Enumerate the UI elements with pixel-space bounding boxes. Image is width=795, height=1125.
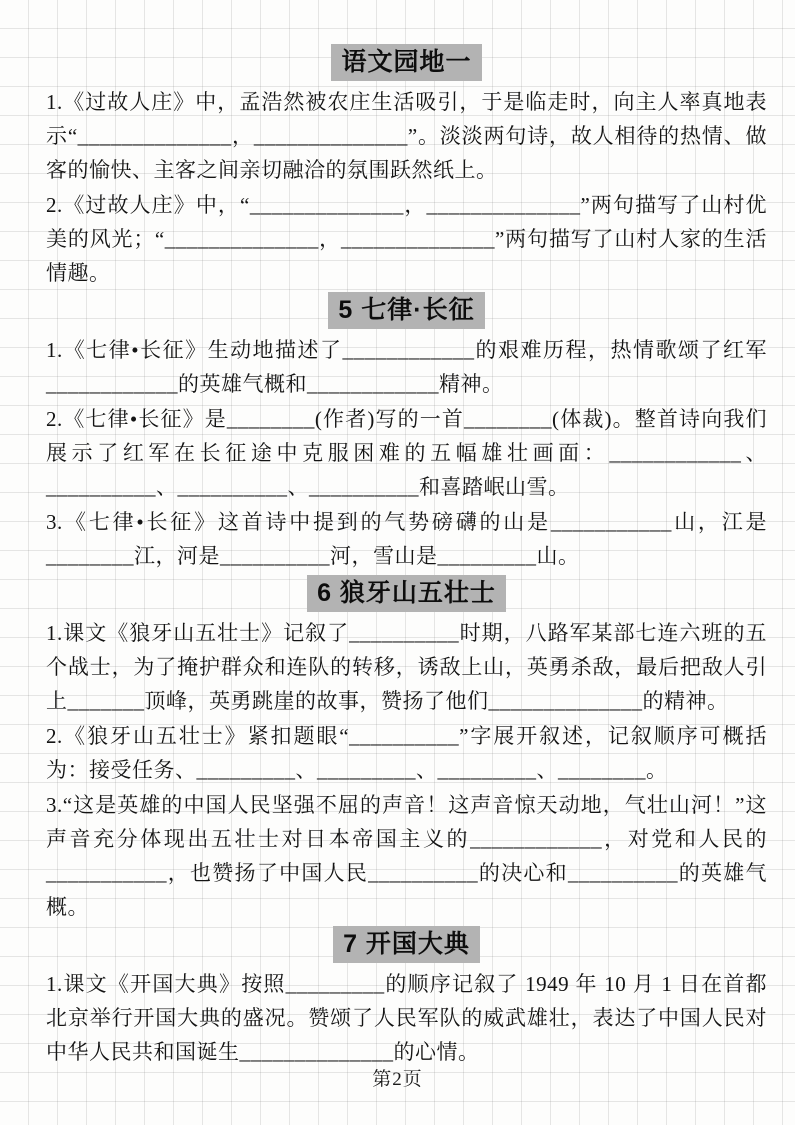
section-heading-label: 7 开国大典 [333, 926, 480, 963]
question-paragraph: 1.课文《开国大典》按照_________的顺序记叙了 1949 年 10 月 1 日在首都北京举行开国大典的盛况。赞颂了人民军队的威武雄壮，表达了中国人民对中华人民共和国诞生______________的心情。 [46, 972, 767, 1064]
section-heading-label: 语文园地一 [331, 44, 481, 81]
section-heading-label: 6 狼牙山五壮士 [307, 575, 506, 612]
section-heading-langyashan [46, 575, 767, 613]
question-paragraph: 2.《狼牙山五壮士》紧扣题眼“__________”字展开叙述，记叙顺序可概括为：接受任务、_________、_________、_________、________。 [46, 724, 767, 782]
section-heading-label: 5 七律·长征 [328, 292, 484, 329]
question-paragraph: 2.《过故人庄》中，“______________，______________”两句描写了山村优美的风光；“______________，______________”两句描写了山村人家的生活情趣。 [46, 193, 767, 285]
question-paragraph: 1.《七律•长征》生动地描述了____________的艰难历程，热情歌颂了红军____________的英雄气概和____________精神。 [46, 338, 767, 396]
page-number: 第2页 [372, 1069, 423, 1090]
question-paragraph: 3.“这是英雄的中国人民坚强不屈的声音！这声音惊天动地，气壮山河！”这声音充分体现出五壮士对日本帝国主义的____________，对党和人民的___________，也赞扬了中国人民__________的决心和__________的英雄气概。 [46, 793, 767, 919]
section-heading-kaiguodadian [46, 926, 767, 964]
question-paragraph: 1.《过故人庄》中，孟浩然被农庄生活吸引，于是临走时，向主人率真地表示“______________，______________”。淡淡两句诗，故人相待的热情、做客的愉快、主客之间亲切融洽的氛围跃然纸上。 [46, 90, 767, 182]
question-paragraph: 1.课文《狼牙山五壮士》记叙了__________时期，八路军某部七连六班的五个战士，为了掩护群众和连队的转移，诱敌上山，英勇杀敌，最后把敌人引上_______顶峰，英勇跳崖的故事，赞扬了他们______________的精神。 [46, 621, 767, 713]
section-heading-yuwenyuandi [46, 44, 767, 82]
section-heading-qilv-changzheng [46, 292, 767, 330]
question-paragraph: 2.《七律•长征》是________(作者)写的一首________(体裁)。整首诗向我们展示了红军在长征途中克服困难的五幅雄壮画面：____________、__________、__________、__________和喜踏岷山雪。 [46, 407, 767, 499]
question-paragraph: 3.《七律•长征》这首诗中提到的气势磅礴的山是___________山，江是________江，河是__________河，雪山是_________山。 [46, 510, 767, 568]
